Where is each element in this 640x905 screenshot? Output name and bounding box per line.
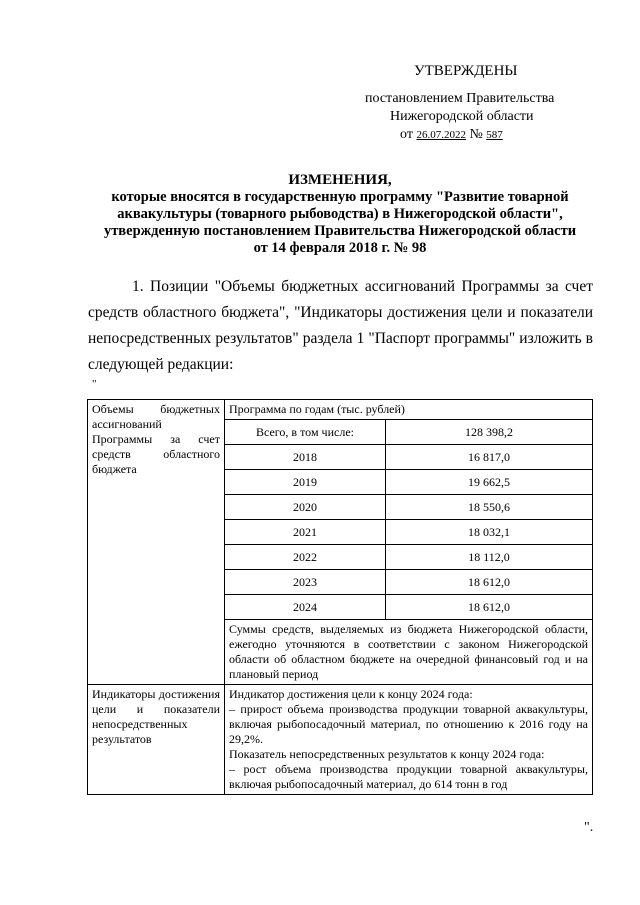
approval-date-prefix: от [400, 127, 413, 142]
indicator-line: Показатель непосредственных результатов к концу 2024 года: [229, 747, 545, 761]
budget-label: Объемы бюджетных ассигнований Программы за счет средств областного бюджета [88, 400, 225, 685]
table-row [88, 685, 593, 795]
heading-line: от 14 февраля 2018 г. № 98 [253, 240, 427, 256]
passport-table [87, 399, 593, 795]
approval-line-1: постановлением Правительства [365, 91, 555, 106]
approval-title: УТВЕРЖДЕНЫ [414, 63, 518, 79]
total-label: Всего, в том числе: [225, 420, 386, 445]
value-cell: 18 550,6 [386, 495, 593, 520]
value-cell: 19 662,5 [386, 470, 593, 495]
year-cell: 2023 [225, 570, 386, 595]
approval-number-sign: № [469, 127, 483, 142]
approval-date: 26.07.2022 [416, 129, 466, 141]
quote-open: " [92, 378, 97, 390]
year-cell: 2018 [225, 445, 386, 470]
year-cell: 2022 [225, 545, 386, 570]
body-paragraph: 1. Позиции "Объемы бюджетных ассигнований Программы за счет средств областного бюджета", "Индикаторы достижения цели и показатели непосредственных результатов" раздела 1 "Паспорт программы" изложить в следующей редакции: [88, 278, 593, 373]
value-cell: 18 112,0 [386, 545, 593, 570]
heading-title: ИЗМЕНЕНИЯ, [288, 172, 392, 188]
document-heading [70, 172, 610, 257]
approval-line-2: Нижегородской области [390, 109, 534, 124]
year-cell: 2019 [225, 470, 386, 495]
year-cell: 2021 [225, 520, 386, 545]
value-cell: 18 612,0 [386, 570, 593, 595]
quote-close: ". [584, 820, 594, 835]
value-cell: 16 817,0 [386, 445, 593, 470]
approval-number: 587 [486, 129, 503, 141]
table-row [88, 400, 593, 420]
indicator-line: – прирост объема производства продукции товарной аквакультуры, включая рыбопосадочный материал, по отношению к 2016 году на 29,2%. [229, 702, 588, 746]
program-header: Программа по годам (тыс. рублей) [225, 400, 593, 420]
indicator-line: – рост объема производства продукции товарной аквакультуры, включая рыбопосадочный материал, до 614 тонн в год [229, 762, 588, 791]
year-cell: 2020 [225, 495, 386, 520]
indicators-cell [225, 685, 593, 795]
heading-line: аквакультуры (товарного рыбоводства) в Нижегородской области", [117, 206, 563, 222]
value-cell: 18 032,1 [386, 520, 593, 545]
heading-line: утвержденную постановлением Правительства Нижегородской области [103, 223, 577, 239]
total-value: 128 398,2 [386, 420, 593, 445]
funding-note: Суммы средств, выделяемых из бюджета Нижегородской области, ежегодно уточняются в соответствии с законом Нижегородской области об областном бюджете на очередной финансовый год и на плановый период [225, 620, 593, 685]
indicator-line: Индикатор достижения цели к концу 2024 года: [229, 687, 473, 701]
approval-date-line [400, 126, 600, 144]
year-cell: 2024 [225, 595, 386, 620]
indicators-label: Индикаторы достижения цели и показатели непосредственных результатов [88, 685, 225, 795]
heading-line: которые вносятся в государственную программу "Развитие товарной [111, 189, 569, 205]
value-cell: 18 612,0 [386, 595, 593, 620]
